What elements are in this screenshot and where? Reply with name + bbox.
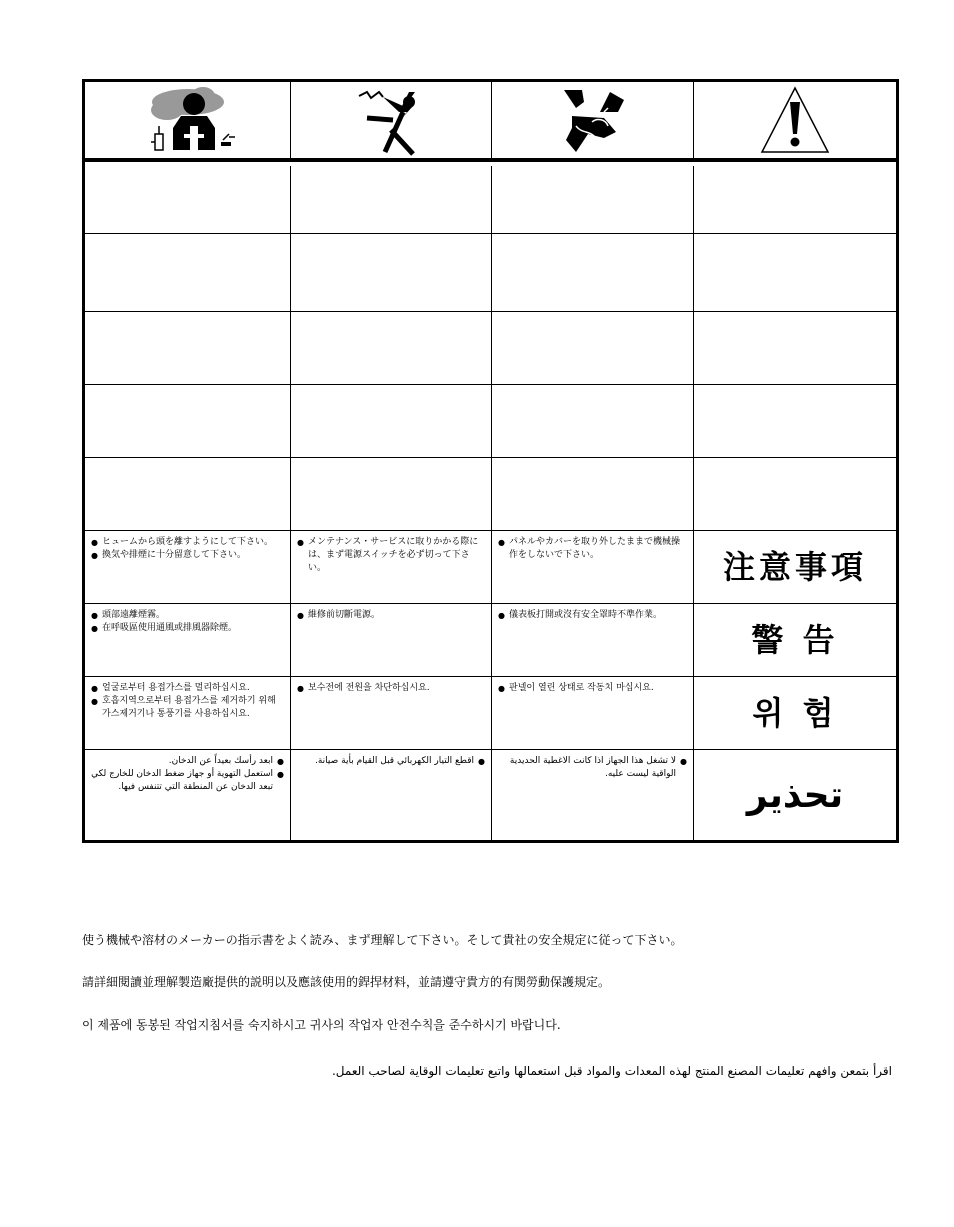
empty-row bbox=[85, 312, 896, 385]
chinese-row bbox=[85, 604, 896, 677]
empty-row bbox=[85, 166, 896, 234]
fume-breathing-hazard-icon bbox=[85, 82, 291, 158]
warning-text: ● 維修前切斷電源。 bbox=[297, 609, 485, 622]
footer-arabic: اقرأ بتمعن وافهم تعليمات المصنع المنتج لهذه المعدات والمواد قبل استعمالها واتبع تعليمات الوقاية لصاحب العمل. bbox=[331, 1064, 892, 1078]
warning-text: ● 호흡지역으로부터 용접가스를 제거하기 위해 가스제거기나 통풍기를 사용하십시요. bbox=[91, 695, 284, 721]
language-heading: 注意事項 bbox=[722, 547, 867, 586]
warning-text: ● لا تشغل هذا الجهاز اذا كانت الاغطية الحديدية الواقية ليست عليه. bbox=[498, 755, 687, 781]
warning-triangle-icon bbox=[694, 82, 896, 158]
language-heading: 警 告 bbox=[751, 620, 839, 659]
language-heading: تحذير bbox=[746, 774, 844, 816]
warning-text: ● パネルやカバーを取り外したままで機械操作をしないで下さい。 bbox=[498, 536, 687, 562]
warning-text: ● 頭部遠離煙霧。 bbox=[91, 609, 284, 622]
warning-text: ● メンテナンス・サービスに取りかかる際には、まず電源スイッチを必ず切って下さい。 bbox=[297, 536, 485, 575]
warning-text: ● استعمل التهوية أو جهاز ضغط الدخان للخارج لكي تبعد الدخان عن المنطقة التي تتنفس فيها. bbox=[91, 768, 284, 794]
moving-parts-hand-hazard-icon bbox=[492, 82, 694, 158]
safety-warning-table bbox=[82, 79, 899, 843]
warning-text: ● 판넬이 열린 상태로 작동치 마십시요. bbox=[498, 682, 687, 695]
empty-row bbox=[85, 385, 896, 458]
warning-text: ● ヒュームから頭を離すようにして下さい。 bbox=[91, 536, 284, 549]
footer-japanese: 使う機械や溶材のメーカーの指示書をよく読み、まず理解して下さい。そして貴社の安全規定に従って下さい。 bbox=[82, 933, 683, 947]
warning-text: ● اقطع التيار الكهربائي قبل القيام بأية صيانة. bbox=[297, 755, 485, 768]
japanese-row bbox=[85, 531, 896, 604]
empty-row bbox=[85, 458, 896, 531]
warning-text: ● 儀表板打開或沒有安全罩時不準作業。 bbox=[498, 609, 687, 622]
warning-text: ● 얼굴로부터 용접가스를 멀리하십시요. bbox=[91, 682, 284, 695]
language-heading: 위 험 bbox=[752, 693, 838, 732]
empty-row bbox=[85, 234, 896, 312]
footer-korean: 이 제품에 동봉된 작업지침서를 숙지하시고 귀사의 작업자 안전수칙을 준수하시기 바랍니다. bbox=[82, 1018, 561, 1032]
footer-chinese: 請詳細閱讀並理解製造廠提供的説明以及應該使用的銲捍材料，並請遵守貴方的有関勞動保護規定。 bbox=[82, 975, 611, 989]
korean-row bbox=[85, 677, 896, 750]
warning-text: ● 在呼吸區使用通風或排風器除煙。 bbox=[91, 622, 284, 635]
warning-text: ● 보수전에 전원을 차단하십시요. bbox=[297, 682, 485, 695]
icon-row bbox=[85, 82, 896, 162]
electric-shock-hazard-icon bbox=[291, 82, 492, 158]
warning-text: ● ابعد رأسك بعيداً عن الدخان. bbox=[91, 755, 284, 768]
warning-text: ● 換気や排煙に十分留意して下さい。 bbox=[91, 549, 284, 562]
arabic-row bbox=[85, 750, 896, 840]
